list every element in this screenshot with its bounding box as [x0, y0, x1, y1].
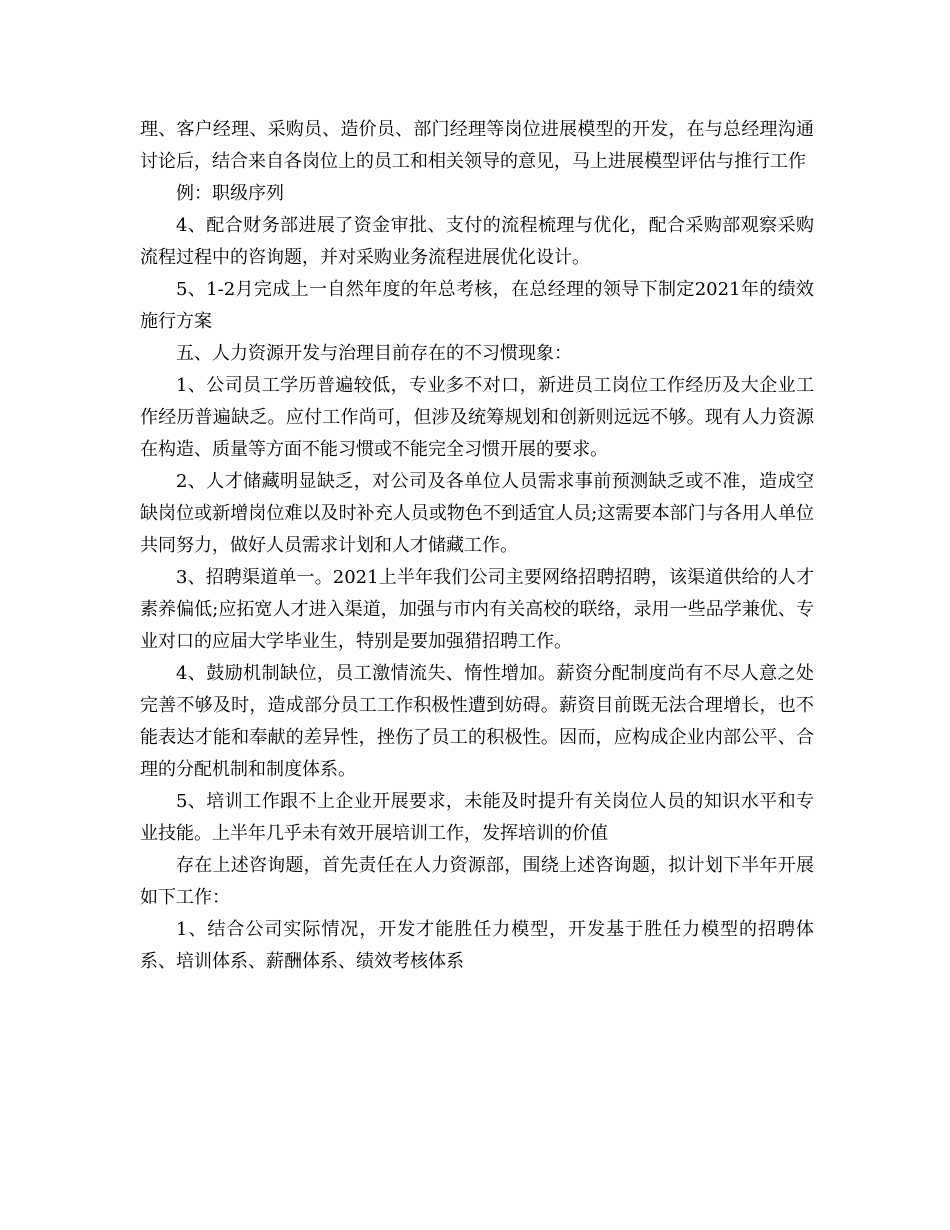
paragraph-issue-3: 3、招聘渠道单一。2021上半年我们公司主要网络招聘招聘，该渠道供给的人才素养偏低;应拓宽人才进入渠道，加强与市内有关高校的联络，录用一些品学兼优、专业对口的应届大学毕业生，特别是要加强猎招聘工作。	[140, 567, 814, 652]
paragraph-example: 例：职级序列	[176, 183, 284, 204]
document-body	[140, 114, 814, 978]
paragraph-item-5-appraisal: 5、1-2月完成上一自然年度的年总考核，在总经理的领导下制定2021年的绩效施行方案	[140, 279, 814, 332]
paragraph-plan-1: 1、结合公司实际情况，开发才能胜任力模型，开发基于胜任力模型的招聘体系、培训体系、薪酬体系、绩效考核体系	[140, 919, 814, 972]
section-heading-issues: 五、人力资源开发与治理目前存在的不习惯现象：	[176, 343, 572, 364]
paragraph-plan-intro: 存在上述咨询题，首先责任在人力资源部，围绕上述咨询题，拟计划下半年开展如下工作：	[140, 855, 814, 908]
paragraph-issue-4: 4、鼓励机制缺位，员工激情流失、惰性增加。薪资分配制度尚有不尽人意之处完善不够及时，造成部分员工工作积极性遭到妨碍。薪资目前既无法合理增长，也不能表达才能和奉献的差异性，挫伤了员工的积极性。因而，应构成企业内部公平、合理的分配机制和制度体系。	[140, 663, 814, 780]
paragraph-item-4-finance: 4、配合财务部进展了资金审批、支付的流程梳理与优化，配合采购部观察采购流程过程中的咨询题，并对采购业务流程进展优化设计。	[140, 215, 814, 268]
paragraph-issue-5: 5、培训工作跟不上企业开展要求，未能及时提升有关岗位人员的知识水平和专业技能。上半年几乎未有效开展培训工作，发挥培训的价值	[140, 791, 814, 844]
paragraph-issue-2: 2、人才储藏明显缺乏，对公司及各单位人员需求事前预测缺乏或不准，造成空缺岗位或新增岗位难以及时补充人员或物色不到适宜人员;这需要本部门与各用人单位共同努力，做好人员需求计划和人才储藏工作。	[140, 471, 814, 556]
paragraph-issue-1: 1、公司员工学历普遍较低，专业多不对口，新进员工岗位工作经历及大企业工作经历普遍缺乏。应付工作尚可，但涉及统筹规划和创新则远远不够。现有人力资源在构造、质量等方面不能习惯或不能完全习惯开展的要求。	[140, 375, 814, 460]
paragraph-continued: 理、客户经理、采购员、造价员、部门经理等岗位进展模型的开发，在与总经理沟通讨论后，结合来自各岗位上的员工和相关领导的意见，马上进展模型评估与推行工作	[140, 119, 814, 172]
